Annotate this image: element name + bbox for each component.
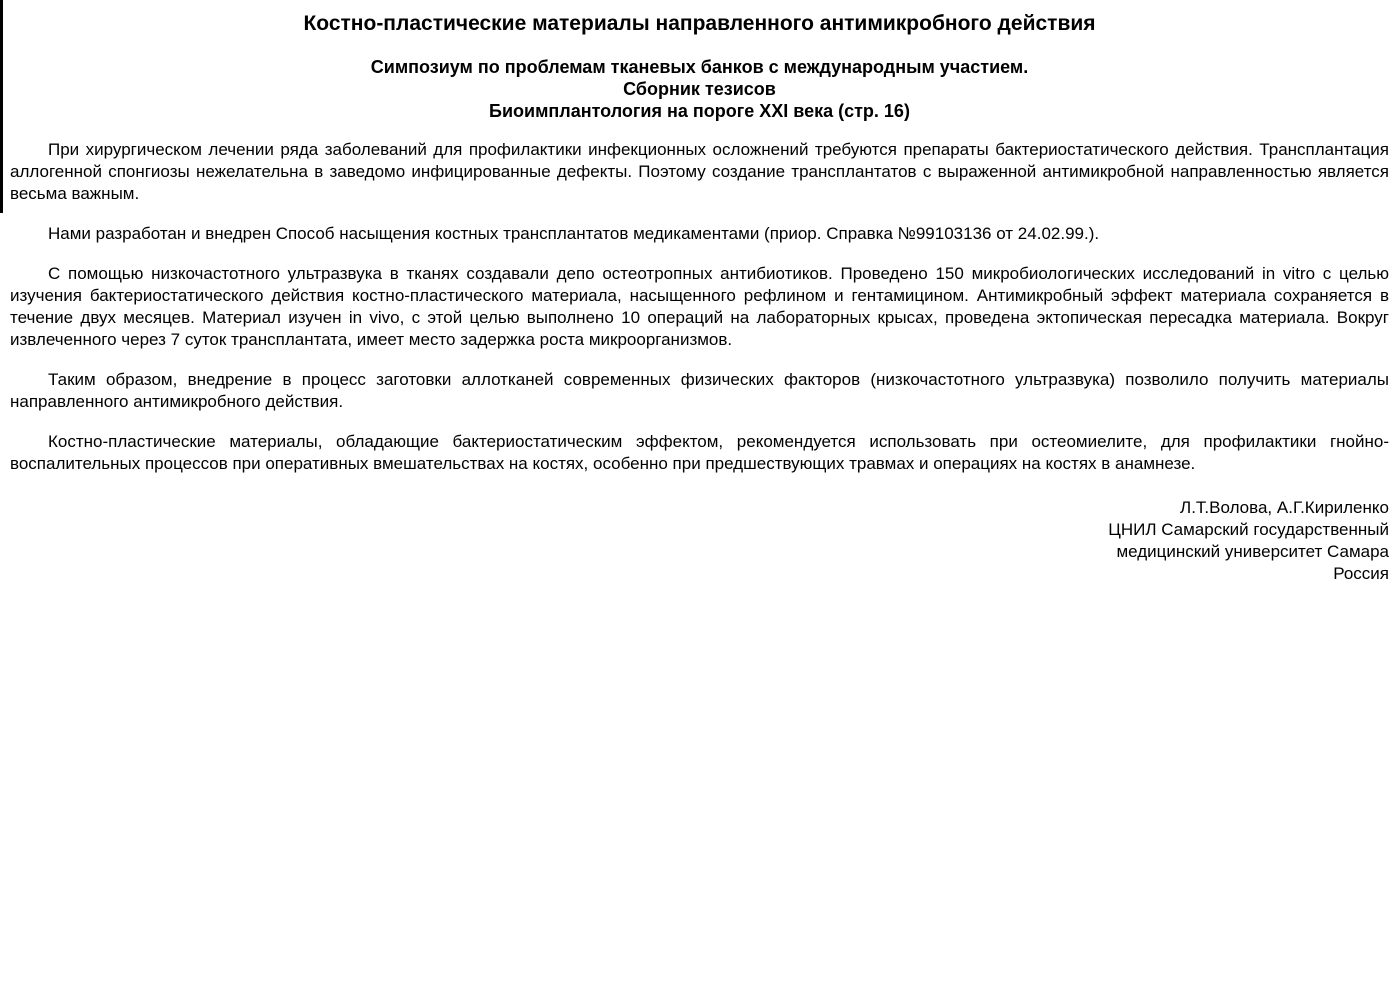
signature-line-country: Россия <box>1333 564 1389 583</box>
signature-line-institution: ЦНИЛ Самарский государственный <box>1108 520 1389 539</box>
body-paragraph: С помощью низкочастотного ультразвука в тканях создавали депо остеотропных антибиотиков. Проведено 150 микробиологических исследований in vitro с целью изучения бактериостатического действия костно-пластического материала, насыщенного рефлином и гентамицином. Антимикробный эффект материала сохраняется в течение двух месяцев. Материал изучен in vivo, с этой целью выполнено 10 операций на лабораторных крысах, проведена эктопическая пересадка материала. Вокруг извлеченного через 7 суток трансплантата, имеет место задержка роста микроорганизмов. <box>10 264 1389 349</box>
scan-edge-artifact <box>0 0 3 213</box>
body-paragraph: При хирургическом лечении ряда заболеваний для профилактики инфекционных осложнений требуются препараты бактериостатического действия. Трансплантация аллогенной спонгиозы нежелательна в заведомо инфицированные дефекты. Поэтому создание трансплантатов с выраженной антимикробной направленностью является весьма важным. <box>10 140 1389 203</box>
subtitle-line-symposium: Симпозиум по проблемам тканевых банков с международным участием. <box>370 57 1029 77</box>
document-body <box>10 139 1389 475</box>
body-paragraph: Таким образом, внедрение в процесс заготовки аллотканей современных физических факторов (низкочастотного ультразвука) позволило получить материалы направленного антимикробного действия. <box>10 370 1389 411</box>
document-title: Костно-пластические материалы направленного антимикробного действия <box>303 12 1096 35</box>
document-subtitle-block <box>10 56 1389 122</box>
signature-line-authors: Л.Т.Волова, А.Г.Кириленко <box>1180 498 1389 517</box>
signature-line-university: медицинский университет Самара <box>1116 542 1389 561</box>
subtitle-line-abstracts: Сборник тезисов <box>623 79 776 99</box>
body-paragraph: Костно-пластические материалы, обладающие бактериостатическим эффектом, рекомендуется использовать при остеомиелите, для профилактики гнойно-воспалительных процессов при оперативных вмешательствах на костях, особенно при предшествующих травмах и операциях на костях в анамнезе. <box>10 432 1389 473</box>
author-signature-block <box>10 497 1389 585</box>
subtitle-line-bioimplantology: Биоимплантология на пороге XXI века (стр. 16) <box>489 101 910 121</box>
body-paragraph: Нами разработан и внедрен Способ насыщения костных трансплантатов медикаментами (приор. Справка №99103136 от 24.02.99.). <box>48 224 1100 243</box>
